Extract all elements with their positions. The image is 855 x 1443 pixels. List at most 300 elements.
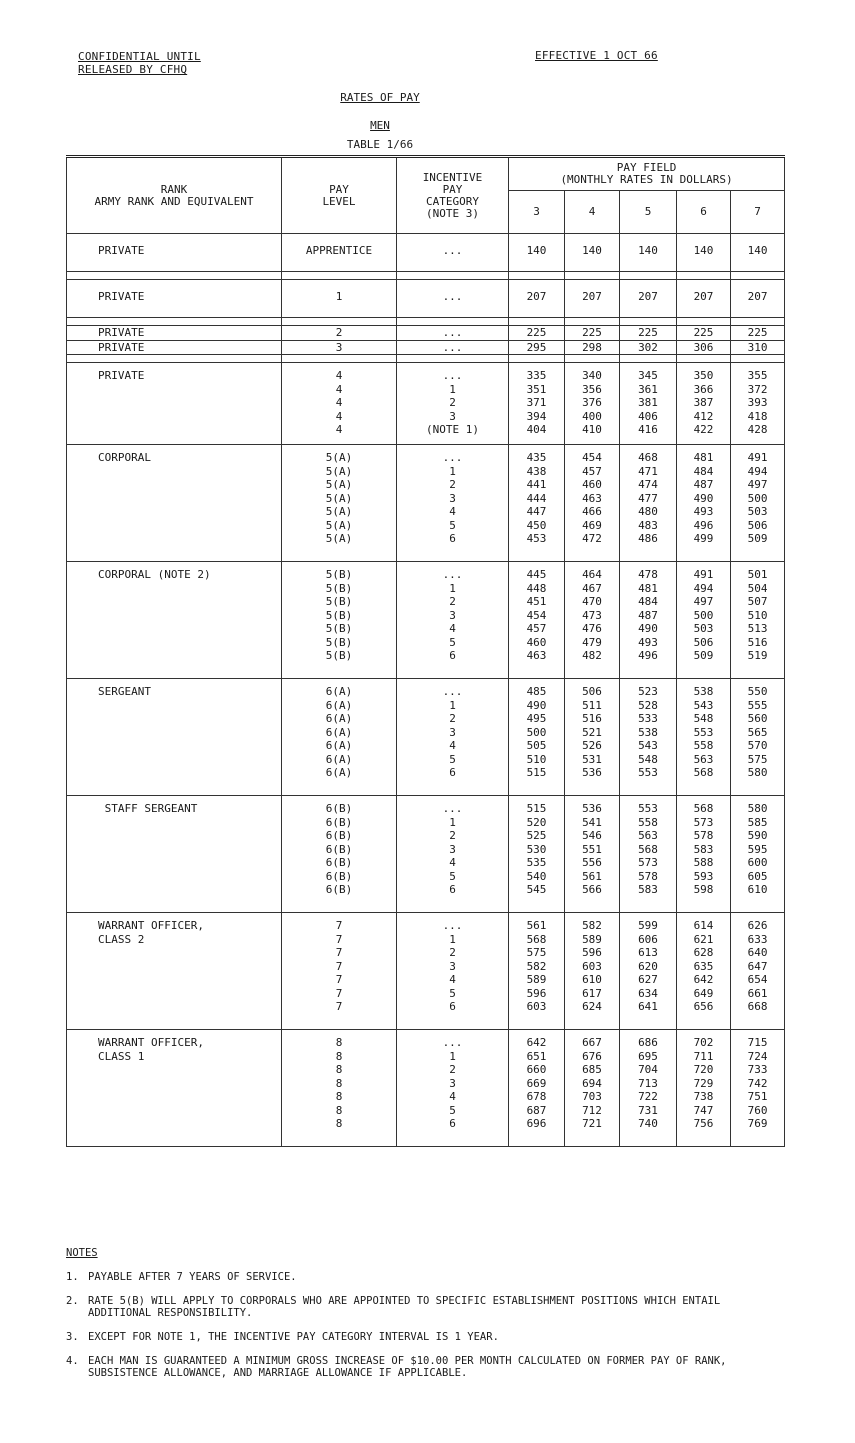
rank-cell-line: CORPORAL (NOTE 2) (98, 568, 211, 581)
pay-level-cell-line: 7 (335, 932, 343, 946)
rate-cell-v4-line: 470 (582, 595, 602, 608)
rate-cell-v3-line: 687 (526, 1103, 547, 1117)
pay-level-cell-line: 6(B) (325, 842, 353, 856)
note-text: PAYABLE AFTER 7 YEARS OF SERVICE. (88, 1271, 297, 1283)
rate-cell-v5 (620, 363, 677, 445)
rate-cell-v5-line: 641 (638, 1000, 658, 1013)
rate-cell-v6-line: 711 (693, 1049, 714, 1063)
table-title: TABLE 1/66 (346, 138, 414, 151)
notes-title: NOTES (66, 1247, 98, 1259)
rank-cell (67, 796, 282, 913)
rate-cell-v7-line: 550 (747, 685, 768, 698)
incentive-cell-line: 2 (449, 946, 456, 959)
rank-cell-line: PRIVATE (98, 369, 145, 382)
rates-title: RATES OF PAY (340, 91, 420, 104)
rate-cell-v3-line: 225 (526, 326, 547, 339)
note-number: 4. (66, 1355, 79, 1367)
rate-cell-v3-line: 447 (526, 505, 547, 518)
rate-cell-v6-line: 306 (693, 340, 714, 354)
gap-cell (67, 318, 282, 326)
rate-cell-v5 (620, 913, 677, 1030)
rate-cell-v7-line: 715 (747, 1036, 768, 1049)
confidential-line-2: RELEASED BY CFHQ (78, 63, 188, 76)
pay-level-cell-line: 6(B) (325, 856, 353, 869)
rate-cell-v5-line: 480 (638, 505, 658, 518)
rate-cell-v3-line: 441 (526, 478, 547, 491)
incentive-cell-line: 3 (449, 725, 456, 739)
incentive-cell-line: ... (442, 369, 463, 382)
rate-cell-v4-line: 454 (582, 451, 602, 464)
rank-cell-line: WARRANT OFFICER, (98, 1036, 204, 1049)
pay-level-cell-line: 5(A) (325, 464, 353, 478)
note-number: 1. (66, 1271, 79, 1283)
incentive-cell-line: 6 (449, 1000, 456, 1013)
rate-cell-v3-line: 457 (526, 622, 547, 635)
rate-cell-v6-line: 225 (693, 326, 714, 339)
incentive-cell-line: 2 (449, 1063, 456, 1076)
rate-cell-v6 (677, 913, 731, 1030)
note-item (66, 1271, 786, 1283)
rate-cell-v5-line: 471 (638, 464, 658, 478)
rate-cell-v7-line: 633 (747, 932, 768, 946)
rate-cell-v4-line: 603 (582, 959, 602, 973)
rank-cell-line: CLASS 1 (98, 1049, 145, 1063)
rate-cell-v3-line: 454 (526, 608, 547, 622)
rate-cell-v5-line: 548 (638, 752, 658, 766)
rate-cell-v7-line: 510 (747, 608, 768, 622)
pay-level-cell-line: 6(A) (325, 685, 353, 698)
gap-cell (67, 355, 282, 363)
incentive-cell (397, 280, 509, 318)
rate-cell-v6-line: 509 (693, 649, 714, 662)
rate-cell-v6-line: 491 (693, 568, 714, 581)
rate-cell-v7-line: 661 (747, 986, 768, 1000)
rate-cell-v6-line: 422 (693, 423, 714, 436)
rate-cell-v7-line: 355 (747, 369, 768, 382)
rate-cell-v4-line: 541 (582, 815, 602, 829)
gap-cell (620, 318, 677, 326)
rate-cell-v5 (620, 679, 677, 796)
pay-level-cell-line: 5(A) (325, 505, 353, 518)
rate-cell-v4-line: 340 (582, 369, 602, 382)
rate-cell-v7-line: 310 (747, 340, 768, 354)
rate-cell-v6-line: 729 (693, 1076, 714, 1090)
rate-cell-v4-line: 521 (582, 725, 602, 739)
rate-cell-v4-line: 551 (582, 842, 602, 856)
rate-cell-v6-line: 543 (693, 698, 714, 712)
rate-cell-v4-line: 712 (582, 1103, 602, 1117)
rate-cell-v3-line: 535 (526, 856, 547, 869)
rate-cell-v5 (620, 326, 677, 341)
rate-cell-v7-line: 519 (747, 649, 768, 662)
rate-cell-v4-line: 694 (582, 1076, 602, 1090)
rate-cell-v7-line: 575 (747, 752, 768, 766)
rate-cell-v5-line: 578 (638, 869, 658, 883)
gap-cell (731, 355, 785, 363)
rate-cell-v6-line: 207 (693, 290, 714, 303)
gap-cell (565, 355, 620, 363)
incentive-cell-line: 6 (449, 766, 456, 779)
rate-cell-v3-line: 295 (526, 340, 547, 354)
rate-cell-v3-line: 140 (526, 244, 547, 257)
rate-cell-v3-line: 678 (526, 1090, 547, 1103)
rate-cell-v3-line: 435 (526, 451, 547, 464)
rate-cell-v7-line: 760 (747, 1103, 768, 1117)
rate-cell-v4-line: 531 (582, 752, 602, 766)
rate-cell-v5-line: 481 (638, 581, 658, 595)
incentive-cell-line: 4 (449, 973, 456, 986)
rate-cell-v3-line: 582 (526, 959, 547, 973)
rate-cell-v7-line: 647 (747, 959, 768, 973)
rate-cell-v5-line: 731 (638, 1103, 658, 1117)
rate-cell-v3-line: 485 (526, 685, 547, 698)
note-number: 2. (66, 1295, 79, 1307)
rate-cell-v4-line: 207 (582, 290, 602, 303)
rate-cell-v6-line: 747 (693, 1103, 714, 1117)
rate-cell-v7-line: 393 (747, 396, 768, 409)
incentive-cell-line: 3 (449, 608, 456, 622)
rate-cell-v5 (620, 445, 677, 562)
incentive-cell-line: 6 (449, 883, 456, 896)
rate-cell-v3-line: 490 (526, 698, 547, 712)
incentive-cell-line: 1 (449, 464, 456, 478)
incentive-cell-line: (NOTE 1) (426, 423, 479, 436)
pay-level-cell (282, 913, 397, 1030)
rate-cell-v6-line: 497 (693, 595, 714, 608)
pay-level-cell (282, 679, 397, 796)
pay-level-cell-line: 5(A) (325, 451, 353, 464)
rate-cell-v7-line: 140 (747, 244, 768, 257)
rate-cell-v4-line: 225 (582, 326, 602, 339)
rate-cell-v7-line: 494 (747, 464, 768, 478)
pay-level-cell-line: 4 (335, 423, 343, 436)
pay-level-cell-line: 5(B) (325, 568, 353, 581)
pay-level-cell (282, 340, 397, 355)
rate-cell-v4-line: 617 (582, 986, 602, 1000)
rate-cell-v6-line: 621 (693, 932, 714, 946)
incentive-header-line: CATEGORY (426, 194, 479, 208)
rate-cell-v5-line: 487 (638, 608, 658, 622)
pay-level-cell (282, 234, 397, 272)
rate-cell-v7 (731, 340, 785, 355)
rate-cell-v5-line: 538 (638, 725, 658, 739)
rank-cell (67, 363, 282, 445)
rate-cell-v6-line: 656 (693, 1000, 714, 1013)
effective-date: EFFECTIVE 1 OCT 66 (535, 49, 658, 62)
rate-cell-v3 (509, 445, 565, 562)
pay-level-cell-line: 5(A) (325, 491, 353, 505)
table-row (67, 562, 785, 679)
incentive-header-line: INCENTIVE (422, 170, 483, 184)
rate-cell-v5-line: 406 (638, 409, 658, 423)
pay-level-cell-line: 6(B) (325, 829, 353, 842)
rate-cell-v4-line: 561 (582, 869, 602, 883)
rank-cell (67, 326, 282, 341)
pay-level-cell (282, 796, 397, 913)
incentive-cell (397, 445, 509, 562)
rate-cell-v7-line: 626 (747, 919, 768, 932)
rate-cell-v5-line: 528 (638, 698, 658, 712)
incentive-cell-line: ... (442, 340, 463, 354)
rate-cell-v4 (565, 234, 620, 272)
incentive-cell (397, 326, 509, 341)
rate-cell-v4-line: 400 (582, 409, 602, 423)
rate-cell-v3-line: 445 (526, 568, 547, 581)
rate-cell-v4 (565, 1030, 620, 1147)
pay-level-cell-line: 8 (335, 1117, 343, 1130)
rate-cell-v6-line: 720 (693, 1063, 714, 1076)
rate-cell-v3-line: 589 (526, 973, 547, 986)
rate-cell-v6-line: 366 (693, 382, 714, 396)
rate-cell-v3-line: 460 (526, 635, 547, 649)
incentive-cell-line: 5 (449, 752, 456, 766)
rate-cell-v3-line: 444 (526, 491, 547, 505)
rate-cell-v6-line: 538 (693, 685, 714, 698)
rate-cell-v3-line: 545 (526, 883, 547, 896)
pay-rates-table (66, 155, 785, 1147)
rate-cell-v7-line: 506 (747, 518, 768, 532)
incentive-cell-line: 5 (449, 518, 456, 532)
rate-cell-v6 (677, 796, 731, 913)
rate-cell-v7 (731, 234, 785, 272)
incentive-cell-line: 5 (449, 986, 456, 1000)
rate-cell-v6-line: 481 (693, 451, 714, 464)
incentive-cell-line: 6 (449, 532, 456, 545)
rate-cell-v6 (677, 280, 731, 318)
note-text: EXCEPT FOR NOTE 1, THE INCENTIVE PAY CATEGORY INTERVAL IS 1 YEAR. (88, 1331, 499, 1343)
rate-cell-v4-line: 466 (582, 505, 602, 518)
pay-field-7-header: 7 (731, 190, 785, 233)
rank-cell (67, 679, 282, 796)
pay-level-cell-line: 5(B) (325, 649, 353, 662)
gap-cell (509, 318, 565, 326)
pay-level-cell-line: 5(B) (325, 595, 353, 608)
pay-level-cell-line: 8 (335, 1090, 343, 1103)
gap-cell (397, 318, 509, 326)
pay-level-cell-line: 6(A) (325, 739, 353, 752)
pay-level-cell-line: APPRENTICE (305, 244, 373, 257)
pay-level-cell (282, 1030, 397, 1147)
rate-cell-v4-line: 546 (582, 829, 602, 842)
incentive-cell-line: 1 (449, 1049, 456, 1063)
incentive-cell-line: 4 (449, 505, 456, 518)
rate-cell-v3-line: 438 (526, 464, 547, 478)
gap-cell (397, 355, 509, 363)
rate-cell-v4 (565, 363, 620, 445)
incentive-cell-line: ... (442, 568, 463, 581)
rate-cell-v7-line: 491 (747, 451, 768, 464)
incentive-cell-line: ... (442, 1036, 463, 1049)
rank-cell-line: PRIVATE (98, 326, 145, 339)
rate-cell-v6-line: 548 (693, 712, 714, 725)
rate-cell-v5-line: 474 (638, 478, 658, 491)
rate-cell-v7-line: 570 (747, 739, 768, 752)
pay-level-cell-line: 6(A) (325, 766, 353, 779)
rate-cell-v5-line: 583 (638, 883, 658, 896)
rate-cell-v7-line: 497 (747, 478, 768, 491)
rate-cell-v5-line: 613 (638, 946, 658, 959)
rate-cell-v4-line: 298 (582, 340, 602, 354)
rate-cell-v4-line: 457 (582, 464, 602, 478)
rate-cell-v7-line: 560 (747, 712, 768, 725)
rate-cell-v4-line: 472 (582, 532, 602, 545)
rate-cell-v3-line: 394 (526, 409, 547, 423)
rate-cell-v3-line: 669 (526, 1076, 547, 1090)
rate-cell-v4-line: 610 (582, 973, 602, 986)
rate-cell-v7-line: 769 (747, 1117, 768, 1130)
rate-cell-v5-line: 627 (638, 973, 658, 986)
rate-cell-v3-line: 335 (526, 369, 547, 382)
rate-cell-v5-line: 140 (638, 244, 658, 257)
rate-cell-v3 (509, 679, 565, 796)
note-item (66, 1295, 786, 1319)
rate-cell-v4-line: 721 (582, 1117, 602, 1130)
pay-level-cell-line: 5(B) (325, 635, 353, 649)
rate-cell-v3 (509, 796, 565, 913)
incentive-cell-line: 2 (449, 712, 456, 725)
incentive-cell-line: 4 (449, 739, 456, 752)
incentive-cell (397, 340, 509, 355)
rate-cell-v6 (677, 1030, 731, 1147)
incentive-cell-line: ... (442, 326, 463, 339)
rate-cell-v5-line: 468 (638, 451, 658, 464)
gap-cell (67, 272, 282, 280)
rate-cell-v5-line: 381 (638, 396, 658, 409)
rate-cell-v5-line: 533 (638, 712, 658, 725)
incentive-cell (397, 679, 509, 796)
rate-cell-v6-line: 702 (693, 1036, 714, 1049)
rate-cell-v5-line: 568 (638, 842, 658, 856)
rate-cell-v5-line: 477 (638, 491, 658, 505)
rate-cell-v3 (509, 234, 565, 272)
rate-cell-v6 (677, 234, 731, 272)
rate-cell-v7 (731, 363, 785, 445)
incentive-cell (397, 796, 509, 913)
incentive-cell-line: 2 (449, 396, 456, 409)
gap-cell (397, 272, 509, 280)
rate-cell-v3-line: 351 (526, 382, 547, 396)
rate-cell-v4-line: 624 (582, 1000, 602, 1013)
rate-cell-v6-line: 350 (693, 369, 714, 382)
incentive-cell-line: 5 (449, 1103, 456, 1117)
rate-cell-v7-line: 580 (747, 802, 768, 815)
pay-level-cell-line: 1 (335, 290, 343, 303)
rank-cell (67, 913, 282, 1030)
rate-cell-v5-line: 543 (638, 739, 658, 752)
incentive-cell-line: 4 (449, 856, 456, 869)
pay-level-cell-line: 4 (335, 369, 343, 382)
pay-level-cell-line: 5(B) (325, 622, 353, 635)
rate-cell-v3-line: 540 (526, 869, 547, 883)
rate-cell-v7-line: 654 (747, 973, 768, 986)
rate-cell-v3-line: 603 (526, 1000, 547, 1013)
rate-cell-v6-line: 578 (693, 829, 714, 842)
rate-cell-v6-line: 500 (693, 608, 714, 622)
rank-cell-line: STAFF SERGEANT (98, 802, 198, 815)
rate-cell-v6-line: 568 (693, 766, 714, 779)
rate-cell-v3 (509, 280, 565, 318)
rate-cell-v3-line: 660 (526, 1063, 547, 1076)
rate-cell-v7 (731, 562, 785, 679)
rate-cell-v4-line: 511 (582, 698, 602, 712)
rate-cell-v7-line: 516 (747, 635, 768, 649)
rate-cell-v6 (677, 445, 731, 562)
rate-cell-v5 (620, 562, 677, 679)
incentive-cell-line: ... (442, 802, 463, 815)
rate-cell-v7-line: 600 (747, 856, 768, 869)
incentive-cell-line: 5 (449, 869, 456, 883)
rate-cell-v7-line: 372 (747, 382, 768, 396)
incentive-cell-line: ... (442, 685, 463, 698)
rate-cell-v5 (620, 1030, 677, 1147)
pay-level-cell-line: 8 (335, 1049, 343, 1063)
incentive-cell (397, 913, 509, 1030)
rate-cell-v4-line: 556 (582, 856, 602, 869)
rate-cell-v3-line: 520 (526, 815, 547, 829)
rate-cell-v4 (565, 326, 620, 341)
note-number: 3. (66, 1331, 79, 1343)
rate-cell-v4 (565, 562, 620, 679)
rate-cell-v5-line: 606 (638, 932, 658, 946)
rate-cell-v7-line: 555 (747, 698, 768, 712)
rate-cell-v7-line: 513 (747, 622, 768, 635)
pay-field-4-header: 4 (565, 190, 620, 233)
rate-cell-v3-line: 451 (526, 595, 547, 608)
rate-cell-v5-line: 493 (638, 635, 658, 649)
rate-cell-v7-line: 605 (747, 869, 768, 883)
rate-cell-v3-line: 651 (526, 1049, 547, 1063)
table-row (67, 1030, 785, 1147)
incentive-cell-line: 3 (449, 959, 456, 973)
rate-cell-v6-line: 642 (693, 973, 714, 986)
incentive-cell-line: 3 (449, 491, 456, 505)
rank-header-sub: ARMY RANK AND EQUIVALENT (94, 194, 254, 208)
rate-cell-v3-line: 530 (526, 842, 547, 856)
rank-cell-line: CLASS 2 (98, 932, 145, 946)
rate-cell-v6-line: 588 (693, 856, 714, 869)
rate-cell-v6-line: 484 (693, 464, 714, 478)
table-row (67, 363, 785, 445)
incentive-cell-line: 4 (449, 1090, 456, 1103)
incentive-cell-line: 1 (449, 581, 456, 595)
rate-cell-v3-line: 207 (526, 290, 547, 303)
note-item (66, 1355, 786, 1379)
rate-cell-v3 (509, 363, 565, 445)
table-row (67, 679, 785, 796)
rank-cell-line: CORPORAL (98, 451, 151, 464)
pay-level-cell-line: 4 (335, 382, 343, 396)
table-row (67, 280, 785, 318)
rate-cell-v3-line: 448 (526, 581, 547, 595)
incentive-cell (397, 562, 509, 679)
rate-cell-v6-line: 558 (693, 739, 714, 752)
rate-cell-v3-line: 453 (526, 532, 547, 545)
gap-cell (282, 272, 397, 280)
pay-level-cell-line: 8 (335, 1076, 343, 1090)
rank-cell (67, 562, 282, 679)
rate-cell-v5-line: 483 (638, 518, 658, 532)
pay-level-cell-line: 6(B) (325, 815, 353, 829)
pay-level-cell-line: 6(A) (325, 712, 353, 725)
table-row (67, 340, 785, 355)
pay-level-header (282, 157, 397, 234)
rate-cell-v7-line: 509 (747, 532, 768, 545)
rate-cell-v6-line: 412 (693, 409, 714, 423)
rate-cell-v6-line: 140 (693, 244, 714, 257)
rate-cell-v3 (509, 1030, 565, 1147)
incentive-cell-line: 4 (449, 622, 456, 635)
rate-cell-v7-line: 507 (747, 595, 768, 608)
